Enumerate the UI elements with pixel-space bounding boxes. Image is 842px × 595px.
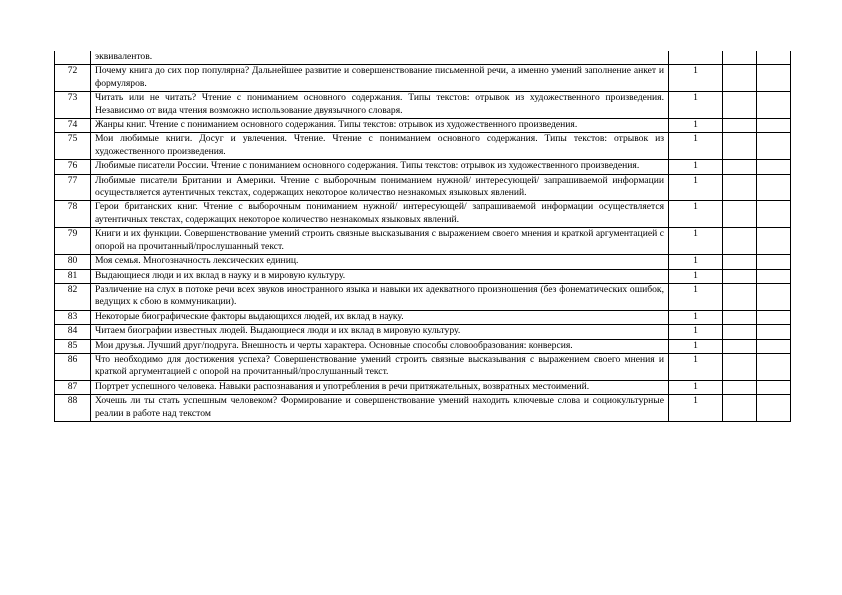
lesson-number-cell: 75 — [55, 133, 91, 160]
actual-date-cell — [757, 160, 791, 174]
lesson-topic-cell: Любимые писатели России. Чтение с пониманием основного содержания. Типы текстов: отрывок из художественного произведения. — [91, 160, 669, 174]
planned-date-cell — [723, 65, 757, 92]
actual-date-cell — [757, 353, 791, 380]
actual-date-cell — [757, 283, 791, 310]
lesson-hours-cell: 1 — [669, 65, 723, 92]
table-row — [55, 283, 791, 310]
lesson-number-cell: 78 — [55, 201, 91, 228]
table-row — [55, 133, 791, 160]
lesson-hours-cell: 1 — [669, 269, 723, 283]
lesson-number-cell: 85 — [55, 339, 91, 353]
lesson-topic-cell: Жанры книг. Чтение с пониманием основного содержания. Типы текстов: отрывок из художественного произведения. — [91, 119, 669, 133]
table-row — [55, 395, 791, 422]
table-row — [55, 310, 791, 324]
lesson-hours-cell: 1 — [669, 283, 723, 310]
table-row — [55, 380, 791, 394]
lesson-number-cell: 73 — [55, 92, 91, 119]
lesson-hours-cell: 1 — [669, 174, 723, 201]
planned-date-cell — [723, 160, 757, 174]
lesson-topic-cell: Герои британских книг. Чтение с выборочным пониманием нужной/ интересующей/ запрашиваемой информации осуществляется аутентичных текстах, содержащих некоторое количество незнакомых языковых явлений. — [91, 201, 669, 228]
lesson-number-cell: 84 — [55, 325, 91, 339]
actual-date-cell — [757, 395, 791, 422]
actual-date-cell — [757, 310, 791, 324]
lesson-topic-cell: Мои друзья. Лучший друг/подруга. Внешность и черты характера. Основные способы словообразования: конверсия. — [91, 339, 669, 353]
lesson-topic-cell: Различение на слух в потоке речи всех звуков иностранного языка и навыки их адекватного произношения (без фонематических ошибок, ведущих к сбою в коммуникации). — [91, 283, 669, 310]
actual-date-cell — [757, 174, 791, 201]
actual-date-cell — [757, 65, 791, 92]
lesson-hours-cell — [669, 51, 723, 65]
lesson-plan-table — [54, 51, 791, 422]
actual-date-cell — [757, 119, 791, 133]
actual-date-cell — [757, 380, 791, 394]
lesson-hours-cell: 1 — [669, 325, 723, 339]
table-row — [55, 160, 791, 174]
lesson-hours-cell: 1 — [669, 119, 723, 133]
lesson-number-cell: 83 — [55, 310, 91, 324]
table-row — [55, 65, 791, 92]
actual-date-cell — [757, 228, 791, 255]
planned-date-cell — [723, 283, 757, 310]
lesson-number-cell: 82 — [55, 283, 91, 310]
actual-date-cell — [757, 201, 791, 228]
planned-date-cell — [723, 133, 757, 160]
lesson-topic-cell: Выдающиеся люди и их вклад в науку и в мировую культуру. — [91, 269, 669, 283]
planned-date-cell — [723, 255, 757, 269]
lesson-topic-cell: Что необходимо для достижения успеха? Совершенствование умений строить связные высказывания с выражением своего мнения и краткой аргументацией с опорой на прочитанный/прослушанный текст. — [91, 353, 669, 380]
actual-date-cell — [757, 51, 791, 65]
lesson-number-cell: 86 — [55, 353, 91, 380]
lesson-number-cell: 77 — [55, 174, 91, 201]
actual-date-cell — [757, 269, 791, 283]
actual-date-cell — [757, 325, 791, 339]
lesson-hours-cell: 1 — [669, 92, 723, 119]
lesson-hours-cell: 1 — [669, 380, 723, 394]
lesson-hours-cell: 1 — [669, 255, 723, 269]
lesson-plan-body — [55, 51, 791, 421]
table-row-continuation — [55, 51, 791, 65]
lesson-number-cell: 80 — [55, 255, 91, 269]
planned-date-cell — [723, 228, 757, 255]
lesson-topic-cell: Любимые писатели Британии и Америки. Чтение с выборочным пониманием нужной/ интересующей/ запрашиваемой информации осуществляется аутентичных текстах, содержащих некоторое количество незнакомых языковых явлений. — [91, 174, 669, 201]
table-row — [55, 228, 791, 255]
lesson-hours-cell: 1 — [669, 133, 723, 160]
lesson-topic-cell: Читаем биографии известных людей. Выдающиеся люди и их вклад в мировую культуру. — [91, 325, 669, 339]
lesson-topic-cell: эквивалентов. — [91, 51, 669, 65]
actual-date-cell — [757, 339, 791, 353]
table-row — [55, 174, 791, 201]
lesson-topic-cell: Хочешь ли ты стать успешным человеком? Формирование и совершенствование умений находить ключевые слова и социокультурные реалии в работе над текстом — [91, 395, 669, 422]
table-row — [55, 201, 791, 228]
lesson-hours-cell: 1 — [669, 339, 723, 353]
planned-date-cell — [723, 119, 757, 133]
actual-date-cell — [757, 133, 791, 160]
lesson-topic-cell: Некоторые биографические факторы выдающихся людей, их вклад в науку. — [91, 310, 669, 324]
lesson-hours-cell: 1 — [669, 228, 723, 255]
lesson-topic-cell: Мои любимые книги. Досуг и увлечения. Чтение. Чтение с пониманием основного содержания. Типы текстов: отрывок из художественного произведения. — [91, 133, 669, 160]
lesson-number-cell: 72 — [55, 65, 91, 92]
planned-date-cell — [723, 201, 757, 228]
lesson-hours-cell: 1 — [669, 395, 723, 422]
lesson-topic-cell: Почему книга до сих пор популярна? Дальнейшее развитие и совершенствование письменной речи, а именно умений заполнение анкет и формуляров. — [91, 65, 669, 92]
table-row — [55, 119, 791, 133]
planned-date-cell — [723, 51, 757, 65]
lesson-topic-cell: Книги и их функции. Совершенствование умений строить связные высказывания с выражением своего мнения и краткой аргументацией с опорой на прочитанный/прослушанный текст. — [91, 228, 669, 255]
planned-date-cell — [723, 269, 757, 283]
lesson-topic-cell: Читать или не читать? Чтение с пониманием основного содержания. Типы текстов: отрывок из художественного произведения. Независимо от вида чтения возможно использование двуязычного словаря. — [91, 92, 669, 119]
table-row — [55, 92, 791, 119]
planned-date-cell — [723, 310, 757, 324]
actual-date-cell — [757, 255, 791, 269]
lesson-number-cell: 81 — [55, 269, 91, 283]
planned-date-cell — [723, 339, 757, 353]
planned-date-cell — [723, 174, 757, 201]
document-page — [54, 51, 790, 422]
planned-date-cell — [723, 395, 757, 422]
lesson-hours-cell: 1 — [669, 160, 723, 174]
table-row — [55, 339, 791, 353]
lesson-hours-cell: 1 — [669, 310, 723, 324]
lesson-number-cell: 88 — [55, 395, 91, 422]
lesson-topic-cell: Портрет успешного человека. Навыки распознавания и употребления в речи притяжательных, возвратных местоимений. — [91, 380, 669, 394]
actual-date-cell — [757, 92, 791, 119]
lesson-number-cell: 74 — [55, 119, 91, 133]
planned-date-cell — [723, 380, 757, 394]
planned-date-cell — [723, 353, 757, 380]
table-row — [55, 353, 791, 380]
lesson-number-cell: 79 — [55, 228, 91, 255]
table-row — [55, 255, 791, 269]
table-row — [55, 269, 791, 283]
lesson-hours-cell: 1 — [669, 353, 723, 380]
planned-date-cell — [723, 325, 757, 339]
lesson-hours-cell: 1 — [669, 201, 723, 228]
planned-date-cell — [723, 92, 757, 119]
lesson-topic-cell: Моя семья. Многозначность лексических единиц. — [91, 255, 669, 269]
lesson-number-cell — [55, 51, 91, 65]
lesson-number-cell: 87 — [55, 380, 91, 394]
lesson-number-cell: 76 — [55, 160, 91, 174]
table-row — [55, 325, 791, 339]
